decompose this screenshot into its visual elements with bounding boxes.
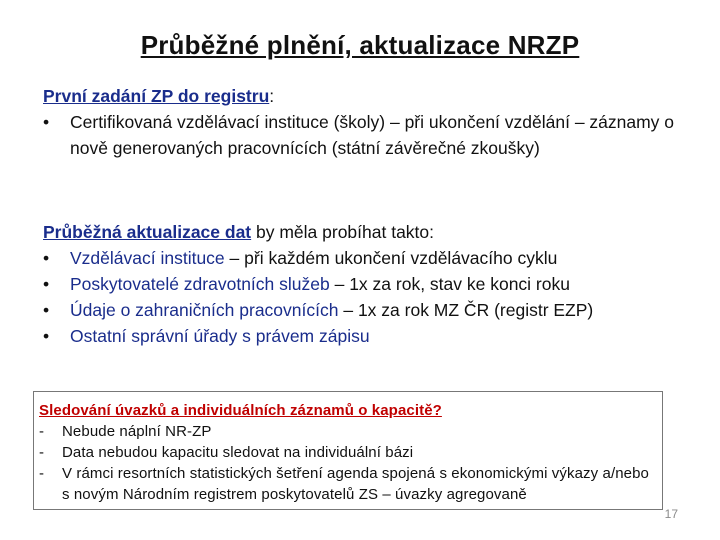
list-item-text: – 1x za rok MZ ČR (registr EZP) [338, 300, 594, 320]
dash-icon: - [39, 423, 45, 440]
list-item [43, 297, 683, 323]
section-heading-label: Průběžná aktualizace dat [43, 222, 252, 242]
bullet-icon: • [43, 326, 50, 346]
list-item-highlight: Poskytovatelé zdravotních služeb [70, 274, 330, 294]
list-item-highlight: Údaje o zahraničních pracovnících [70, 300, 339, 320]
list-item [43, 109, 683, 161]
box-item-text: Nebude náplní NR-ZP [62, 423, 212, 440]
box-heading: Sledování úvazků a individuálních záznamů o kapacitě? [39, 402, 442, 419]
section-heading-suffix: : [269, 86, 275, 106]
slide-title: Průběžné plnění, aktualizace NRZP [140, 30, 580, 60]
box-item-text: Data nebudou kapacitu sledovat na individuální bázi [62, 444, 414, 461]
box-item [39, 442, 656, 463]
dash-icon: - [39, 444, 45, 461]
bullet-icon: • [43, 248, 50, 268]
list-item-text: – 1x za rok, stav ke konci roku [329, 274, 570, 294]
bullet-icon: • [43, 274, 50, 294]
section-ongoing-update [43, 219, 683, 349]
box-item [39, 421, 656, 442]
list-item [43, 271, 683, 297]
section-heading-suffix: by měla probíhat takto: [251, 222, 435, 242]
dash-icon: - [39, 465, 45, 482]
list-item [43, 245, 683, 271]
list-item [43, 323, 683, 349]
list-item-text: – při každém ukončení vzdělávacího cyklu [224, 248, 558, 268]
page-number: 17 [664, 507, 678, 521]
capacity-note-box [33, 391, 663, 510]
list-item-highlight: Ostatní správní úřady s právem zápisu [70, 326, 370, 346]
box-item [39, 463, 656, 505]
section-first-entry [43, 83, 683, 161]
box-item-text: V rámci resortních statistických šetření agenda spojená s ekonomickými výkazy a/nebo s novým Národním registrem poskytovatelů ZS – úvazky agregovaně [62, 465, 649, 503]
list-item-highlight: Vzdělávací instituce [70, 248, 225, 268]
section-heading-label: První zadání ZP do registru [43, 86, 270, 106]
list-item-text: Certifikovaná vzdělávací instituce (školy) – při ukončení vzdělání – záznamy o nově generovaných pracovnících (státní závěrečné zkoušky) [70, 112, 675, 158]
bullet-icon: • [43, 112, 50, 132]
section-heading [43, 83, 683, 109]
section-heading [43, 219, 683, 245]
bullet-icon: • [43, 300, 50, 320]
